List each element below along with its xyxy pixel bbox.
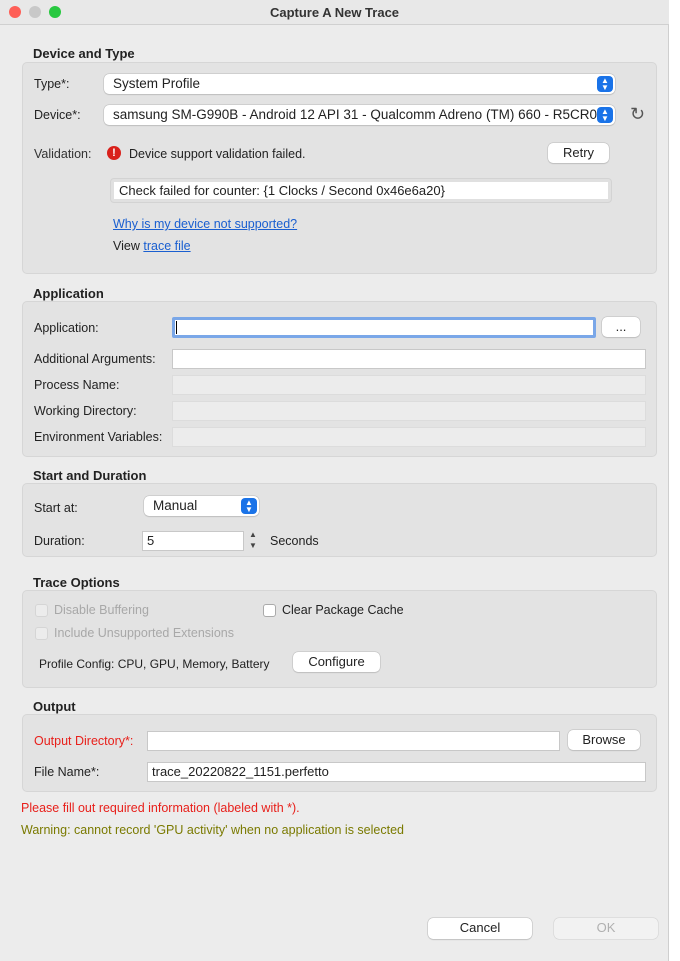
gpu-warning-message: Warning: cannot record 'GPU activity' when no application is selected [21,823,404,837]
output-dir-label: Output Directory*: [34,734,134,748]
ok-button[interactable]: OK [554,918,658,939]
duration-input[interactable]: 5 [142,531,244,551]
text-cursor [176,321,177,334]
include-unsupported-checkbox[interactable] [35,627,48,640]
process-input[interactable] [172,375,646,395]
seconds-label: Seconds [270,534,319,548]
error-icon: ! [107,146,121,160]
start-label: Start at: [34,501,78,515]
retry-button[interactable]: Retry [548,143,609,163]
validation-message: Device support validation failed. [129,147,306,161]
title-bar [0,0,669,25]
start-value: Manual [153,498,198,513]
chevron-updown-icon: ▲ ▼ [597,76,613,92]
required-error-message: Please fill out required information (labeled with *). [21,801,300,815]
start-combo[interactable] [144,496,259,516]
device-not-supported-link[interactable]: Why is my device not supported? [113,217,298,231]
device-value: samsung SM-G990B - Android 12 API 31 - Qualcomm Adreno (TM) 660 - R5CR0 [113,107,597,122]
application-heading: Application [33,286,104,301]
args-input[interactable] [172,349,646,369]
clear-cache-label: Clear Package Cache [282,603,404,617]
env-input[interactable] [172,427,646,447]
workdir-label: Working Directory: [34,404,137,418]
output-heading: Output [33,699,76,714]
device-type-heading: Device and Type [33,46,135,61]
chevron-updown-icon: ▲ ▼ [597,107,613,123]
check-failed-text: Check failed for counter: {1 Clocks / Second 0x46e6a20} [114,182,608,199]
include-unsupported-label: Include Unsupported Extensions [54,626,234,640]
chevron-updown-icon: ▲ ▼ [241,498,257,514]
window-title: Capture A New Trace [269,5,400,20]
application-label: Application: [34,321,99,335]
cancel-button[interactable]: Cancel [428,918,532,939]
type-label: Type*: [34,77,70,91]
check-failed-panel [110,178,612,203]
device-combo[interactable] [104,105,615,125]
clear-cache-checkbox[interactable] [263,604,276,617]
output-dir-input[interactable] [147,731,560,751]
start-duration-group [22,483,657,557]
browse-application-button[interactable]: ... [602,317,640,337]
validation-label: Validation: [34,147,92,161]
trace-file-link[interactable]: trace file [143,239,191,253]
browse-output-button[interactable]: Browse [568,730,640,750]
duration-stepper[interactable]: ▲ ▼ [249,530,257,550]
workdir-input[interactable] [172,401,646,421]
trace-options-heading: Trace Options [33,575,120,590]
type-value: System Profile [113,76,201,91]
file-name-label: File Name*: [34,765,100,779]
view-prefix: View [113,239,140,253]
application-input[interactable] [172,317,596,338]
process-label: Process Name: [34,378,120,392]
profile-config-label: Profile Config: CPU, GPU, Memory, Battery [39,657,270,671]
duration-label: Duration: [34,534,85,548]
env-label: Environment Variables: [34,430,163,444]
args-label: Additional Arguments: [34,352,156,366]
file-name-input[interactable]: trace_20220822_1151.perfetto [147,762,646,782]
disable-buffering-checkbox[interactable] [35,604,48,617]
refresh-icon[interactable]: ↻ [630,104,646,124]
type-combo[interactable] [104,74,615,94]
configure-button[interactable]: Configure [293,652,380,672]
start-duration-heading: Start and Duration [33,468,147,483]
disable-buffering-label: Disable Buffering [54,603,149,617]
device-label: Device*: [34,108,81,122]
